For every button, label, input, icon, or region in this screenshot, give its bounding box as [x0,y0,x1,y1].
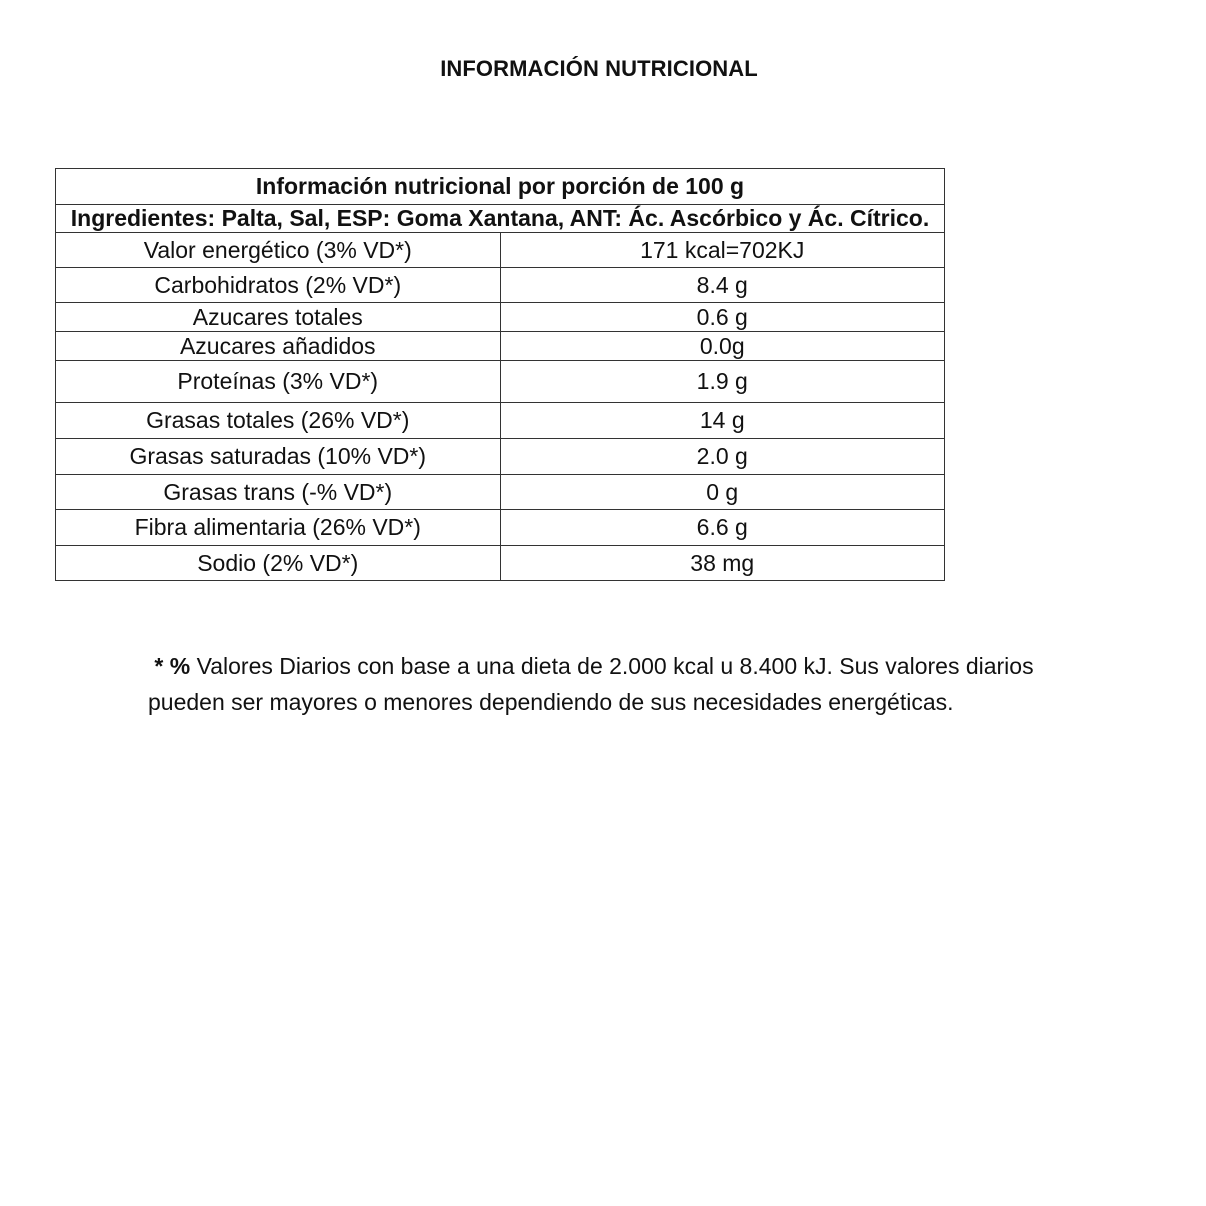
table-row [56,233,945,268]
table-row [56,332,945,361]
nutrient-value: 8.4 g [500,268,945,303]
nutrition-table [55,168,945,581]
table-header-row [56,169,945,205]
table-row [56,475,945,510]
page-title: INFORMACIÓN NUTRICIONAL [440,56,758,81]
footnote-marker: * % [154,653,191,679]
nutrient-name: Sodio (2% VD*) [56,546,501,581]
footnote-line-2: pueden ser mayores o menores dependiendo de sus necesidades energéticas. [148,689,954,715]
nutrient-value: 14 g [500,403,945,439]
nutrient-value: 0 g [500,475,945,510]
table-row [56,403,945,439]
ingredients-row [56,205,945,233]
nutrient-name: Carbohidratos (2% VD*) [56,268,501,303]
nutrient-name: Fibra alimentaria (26% VD*) [56,510,501,546]
table-row [56,546,945,581]
ingredients-text: Ingredientes: Palta, Sal, ESP: Goma Xantana, ANT: Ác. Ascórbico y Ác. Cítrico. [56,205,945,233]
table-row [56,268,945,303]
table-row [56,510,945,546]
nutrient-name: Grasas totales (26% VD*) [56,403,501,439]
nutrient-value: 171 kcal=702KJ [500,233,945,268]
nutrient-value: 2.0 g [500,439,945,475]
table-row [56,361,945,403]
nutrient-name: Valor energético (3% VD*) [56,233,501,268]
footnote [148,648,1148,720]
nutrient-name: Azucares añadidos [56,332,501,361]
nutrient-value: 0.6 g [500,303,945,332]
nutrient-value: 38 mg [500,546,945,581]
table-header: Información nutricional por porción de 100 g [56,169,945,205]
nutrient-name: Azucares totales [56,303,501,332]
nutrient-value: 0.0g [500,332,945,361]
footnote-line-1 [148,648,1148,684]
nutrient-name: Grasas saturadas (10% VD*) [56,439,501,475]
nutrient-value: 6.6 g [500,510,945,546]
nutrient-name: Proteínas (3% VD*) [56,361,501,403]
table-row [56,303,945,332]
table-row [56,439,945,475]
nutrient-value: 1.9 g [500,361,945,403]
footnote-text-1: Valores Diarios con base a una dieta de 2.000 kcal u 8.400 kJ. Sus valores diarios [196,653,1034,679]
nutrient-name: Grasas trans (-% VD*) [56,475,501,510]
